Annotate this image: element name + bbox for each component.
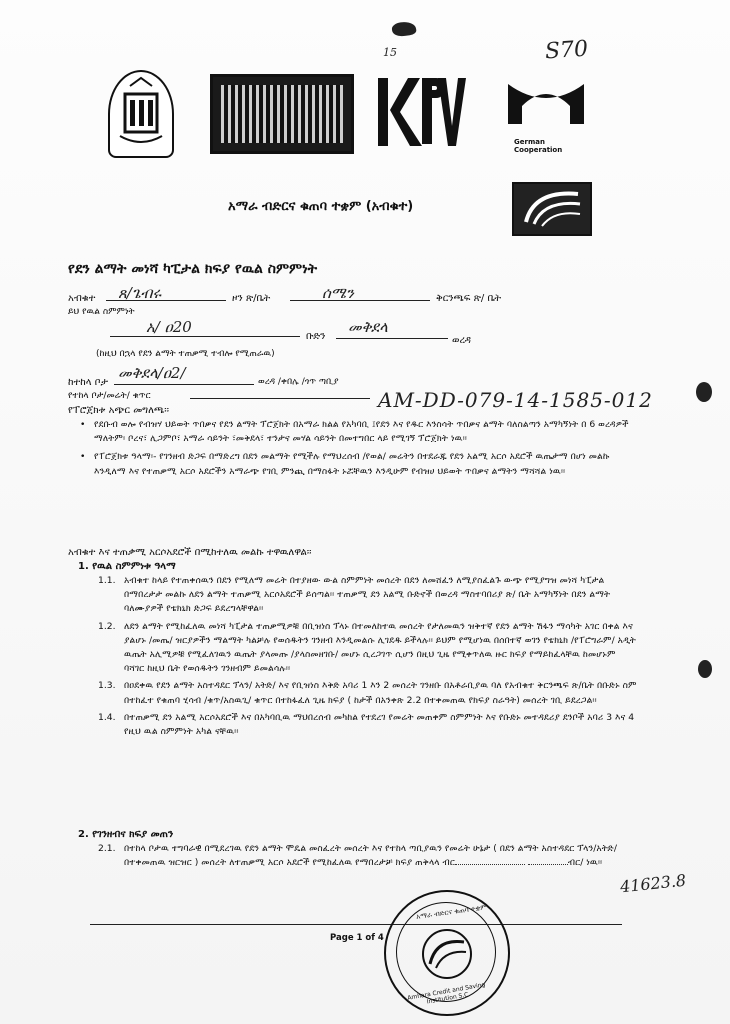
zone-line xyxy=(290,300,430,301)
ink-mark xyxy=(391,20,417,37)
section1-heading: 1. የዉል ስምምነቱ ዓላማ xyxy=(78,561,176,572)
kebele-line xyxy=(110,336,300,337)
amount-handwriting: 41623.8 xyxy=(619,870,687,897)
clause-text: ለደን ልማት የሚከፈለዉ መነሻ ካፒታል ተጠቃሚዎቹ በቢዝነስ ፕላኑ በተመለከተዉ መሰረት የታለመዉን ዝቅተኛ የደን ልማት ሽፋን ማሳካት አገር በቀል እና ያልሆኑ /መጤ/ ዝርያዎችን ማልማት ካልቻሉ የወሰዱትን ገንዘብ እንዲመልሱ ሊገደዱ ይችላሉ፡፡ ይህም የሚሆነዉ በሰበተኛ ወገን የቴክኒክ /የፐሮግራም/ አዲት ዉጤት አሊሚዎቹ የሚፈለገዉን ዉጤት ያላመጡ /ያላስመዘገቡ/ መሆኑ ሲረጋገጥ ሲሆን በዚህ ጊዜ የሚቀጥለዉ ዙር ክፍያ የማይከፈላቸዉ ከመሆኑም ባሻገር ከዚህ ቤት የወሰዱትን ገንዘብም ይመልሳሉ፡፡ xyxy=(124,620,636,675)
bullet-list xyxy=(78,418,638,479)
institution-stamp xyxy=(384,890,510,1016)
kebele-handwriting: አ/ ዐ20 xyxy=(146,318,192,336)
stamp-text: Amhara Credit and Saving Institution S.C xyxy=(406,981,486,1006)
bridge-icon xyxy=(504,78,588,138)
top-code: S70 xyxy=(544,36,589,65)
acsi-logo xyxy=(512,182,592,236)
clause-tail: ብር/ ነዉ፡፡ xyxy=(567,857,603,869)
clause-2-1 xyxy=(98,842,618,870)
clause-number: 1.3. xyxy=(98,680,116,692)
zone-label: ዞን ጽ/ቤት xyxy=(232,293,271,304)
clause-number: 1.1. xyxy=(98,575,116,586)
amhara-region-logo xyxy=(108,70,174,158)
section1-list xyxy=(98,574,638,739)
site-line xyxy=(114,384,254,385)
plot-label: የተከላ ቦታ/መሬት/ ቁጥር xyxy=(68,391,151,401)
woreda-label: ወረዳ xyxy=(452,335,471,346)
site-label: ከተከላ ቦታ xyxy=(68,377,108,388)
section2-heading: 2. የገንዘብና ክፍያ መጠን xyxy=(78,829,174,840)
page-number: Page 1 of 4 xyxy=(330,933,384,943)
top-scribble: 15 xyxy=(383,46,397,59)
stamp-amharic: አማራ ብድርና ቁጠባ ተቋም xyxy=(415,903,488,921)
building-icon xyxy=(110,72,172,156)
german-coop-text: German Cooperation xyxy=(514,138,563,154)
woreda-line xyxy=(336,338,448,339)
clause-number: 2.1. xyxy=(98,843,116,854)
punch-hole xyxy=(698,660,712,678)
document-title: የደን ልማት መነሻ ካፒታል ክፍያ የዉል ስምምነት xyxy=(68,261,318,277)
footer-rule xyxy=(90,924,622,925)
clause-number: 1.2. xyxy=(98,620,116,632)
bullet-item xyxy=(78,450,638,478)
zone-handwriting: ሰሜን xyxy=(322,284,354,302)
clause-1-1 xyxy=(98,574,638,617)
institution-name: አማራ ብድርና ቁጠባ ተቋም (አብቁተ) xyxy=(228,199,414,214)
founder-handwriting: ጸ/ጌብሩ xyxy=(118,284,162,302)
kfw-logo xyxy=(372,72,468,152)
clause-number: 1.4. xyxy=(98,711,116,723)
clause-2-1-body xyxy=(98,842,618,870)
clause-text: በተከላ ቦታዉ ተግባራዊ በሚደረገዉ የደን ልማት ሞዴል መስፈረት መሰረት እና የተከላ ጣቢያዉን የመሬት ሁኔታ ( በደን ልማት አስተዳደር ፕላን/አትድ/ በተቀመጠዉ ዝርዝር ) መሰረት ለተጠቃሚ አርሶ አደሮች የሚከፈለዉ የማበረታቻ ክፍያ ጠቅላላ ብር xyxy=(124,843,617,869)
clause-text: አብቁተ ከላይ የተጠቀሰዉን በደን የሚለማ መሬት በተያዘው ውል ስምምነት መሰረት በደን ለመሸፈን ለሚያስፈልጉ ውጭ የሚያግዝ መነሻ ካፒታል በማበረታታ መልኩ ለደን ልማት ተጠቃሚ አርሶአደሮች ይሰጣል፡፡ ተጠቃሚ ደን አልሚ ቡድኖች በወረዳ ማስተባበሪያ ጽ/ ቤት አማካኝነት በደን ልማት ባለሙያዎች የቴክኒክ ድጋፍ ይደረግላቸዋል፡፡ xyxy=(124,575,611,615)
row2-label: ይህ የዉል ስምምነት xyxy=(68,307,135,317)
group-label: ቡድን xyxy=(306,331,326,342)
bullet-text: የፐሮጀክቱ ዓላማ፡- የገንዘብ ድጋፍ በማድረግ በደን መልማት የሚችሉ የማህረሰብ /የወል/ መሬትን በተደራጁ የደን አልሚ አርሶ አደሮች ዉጤታማ በሆነ መልኩ እንዲለማ እና የተጠቃሚ አርሶ አደሮችን አማራጭ የገቢ ምንጪ በማስፋት ኑሯቸዉን እንዲሁም የብዝሀ ህይወት ጥበቃና ልማትን ማሻሻል ነዉ፡፡ xyxy=(94,451,610,477)
address-handwriting: መቅደላ/ዐ2/ xyxy=(118,364,186,382)
lead-in: አብቁተ እና ተጠቃሚ አርሶአደሮች በሚከተለዉ መልኩ ተዋዉለዋል፡፡ xyxy=(68,547,312,558)
woreda-handwriting: መቅደላ xyxy=(348,318,388,336)
bullet-item xyxy=(78,418,638,446)
reference-code: AM-DD-079-14-1585-012 xyxy=(378,388,653,412)
plot-line xyxy=(190,398,370,399)
clause-1-3 xyxy=(98,679,638,707)
clause-1-2 xyxy=(98,620,638,677)
bullet-text: የደቡብ ወሎ የብዝሃ ህይወት ጥበቃና የደን ልማት ፕሮጀክት በአማራ ክልል የአካባቢ ፤የደን እና የዱር እንስሳት ጥበቃና ልማት ባለስልጣን አማካኝነት በ 6 ወረዳዎች ማለትም፡ ቦረና፣ ሊጋምቦ፣ አማራ ሳይንት ፣መቅደላ፣ ተንታና መሃል ሳይንት በመተግበር ላይ የሚገኝ ፕሮጀክት ነዉ፡፡ xyxy=(94,419,629,445)
site-tail: ወረዳ /ቀበሌ /ጎጥ ጣቢያ xyxy=(258,377,339,387)
beneficiary-note: (ከዚህ በኋላ የደን ልማት ተጠቃሚ ተብሎ የሚጠራዉ) xyxy=(96,349,275,359)
punch-hole xyxy=(696,382,712,402)
amount-blank-2 xyxy=(528,864,568,865)
branch-label: ቅርንጫፍ ጽ/ ቤት xyxy=(436,293,502,304)
row1-label: አብቁተ xyxy=(68,293,96,304)
clause-1-4 xyxy=(98,711,638,739)
bullet-dot: • xyxy=(80,451,86,463)
clause-text: በዐደቀዉ የደን ልማት አስተዳደር ፕላን/ አትድ/ እና የቢዝነስ እቅድ አባሪ 1 እን 2 መሰረት ገንዘቡ በአቶራቢያዉ ባለ የአብቁተ ቅርንጫፍ ጽ/ቤት በቡድኑ ስም በተከፈተ የቁጠባ ሂሳብ /ቁጥ/አስዉጊ/ ቁጥር በተከፋፈለ ጊዜ ክፍያ ( ከታች በአንቀጽ 2.2 በተቀመጠዉ የክፍያ ስራዓት) መሰረት ገቢ ይደረጋል፡፡ xyxy=(124,680,637,706)
german-cooperation-logo xyxy=(504,78,588,160)
project-description-label: የፐሮጀክቱ አጭር መግለጫ፡፡ xyxy=(68,405,169,416)
amount-blank xyxy=(455,864,525,865)
ethiopia-emblem-logo xyxy=(210,74,354,154)
swirl-icon xyxy=(514,184,590,234)
bullet-dot: • xyxy=(80,419,86,430)
clause-text: በተጠቃሚ ደን አልሚ አርሶአደሮች እና በአካባቢዉ ማህበረሰብ መካከል የተደረገ የመሬት መጠቀም ስምምነት እና የቡድኑ መተዳደሪያ ደንቦች አባሪ 3 እና 4 የዚህ ዉል ስምምነት አካል ናቸዉ፡፡ xyxy=(124,711,635,738)
